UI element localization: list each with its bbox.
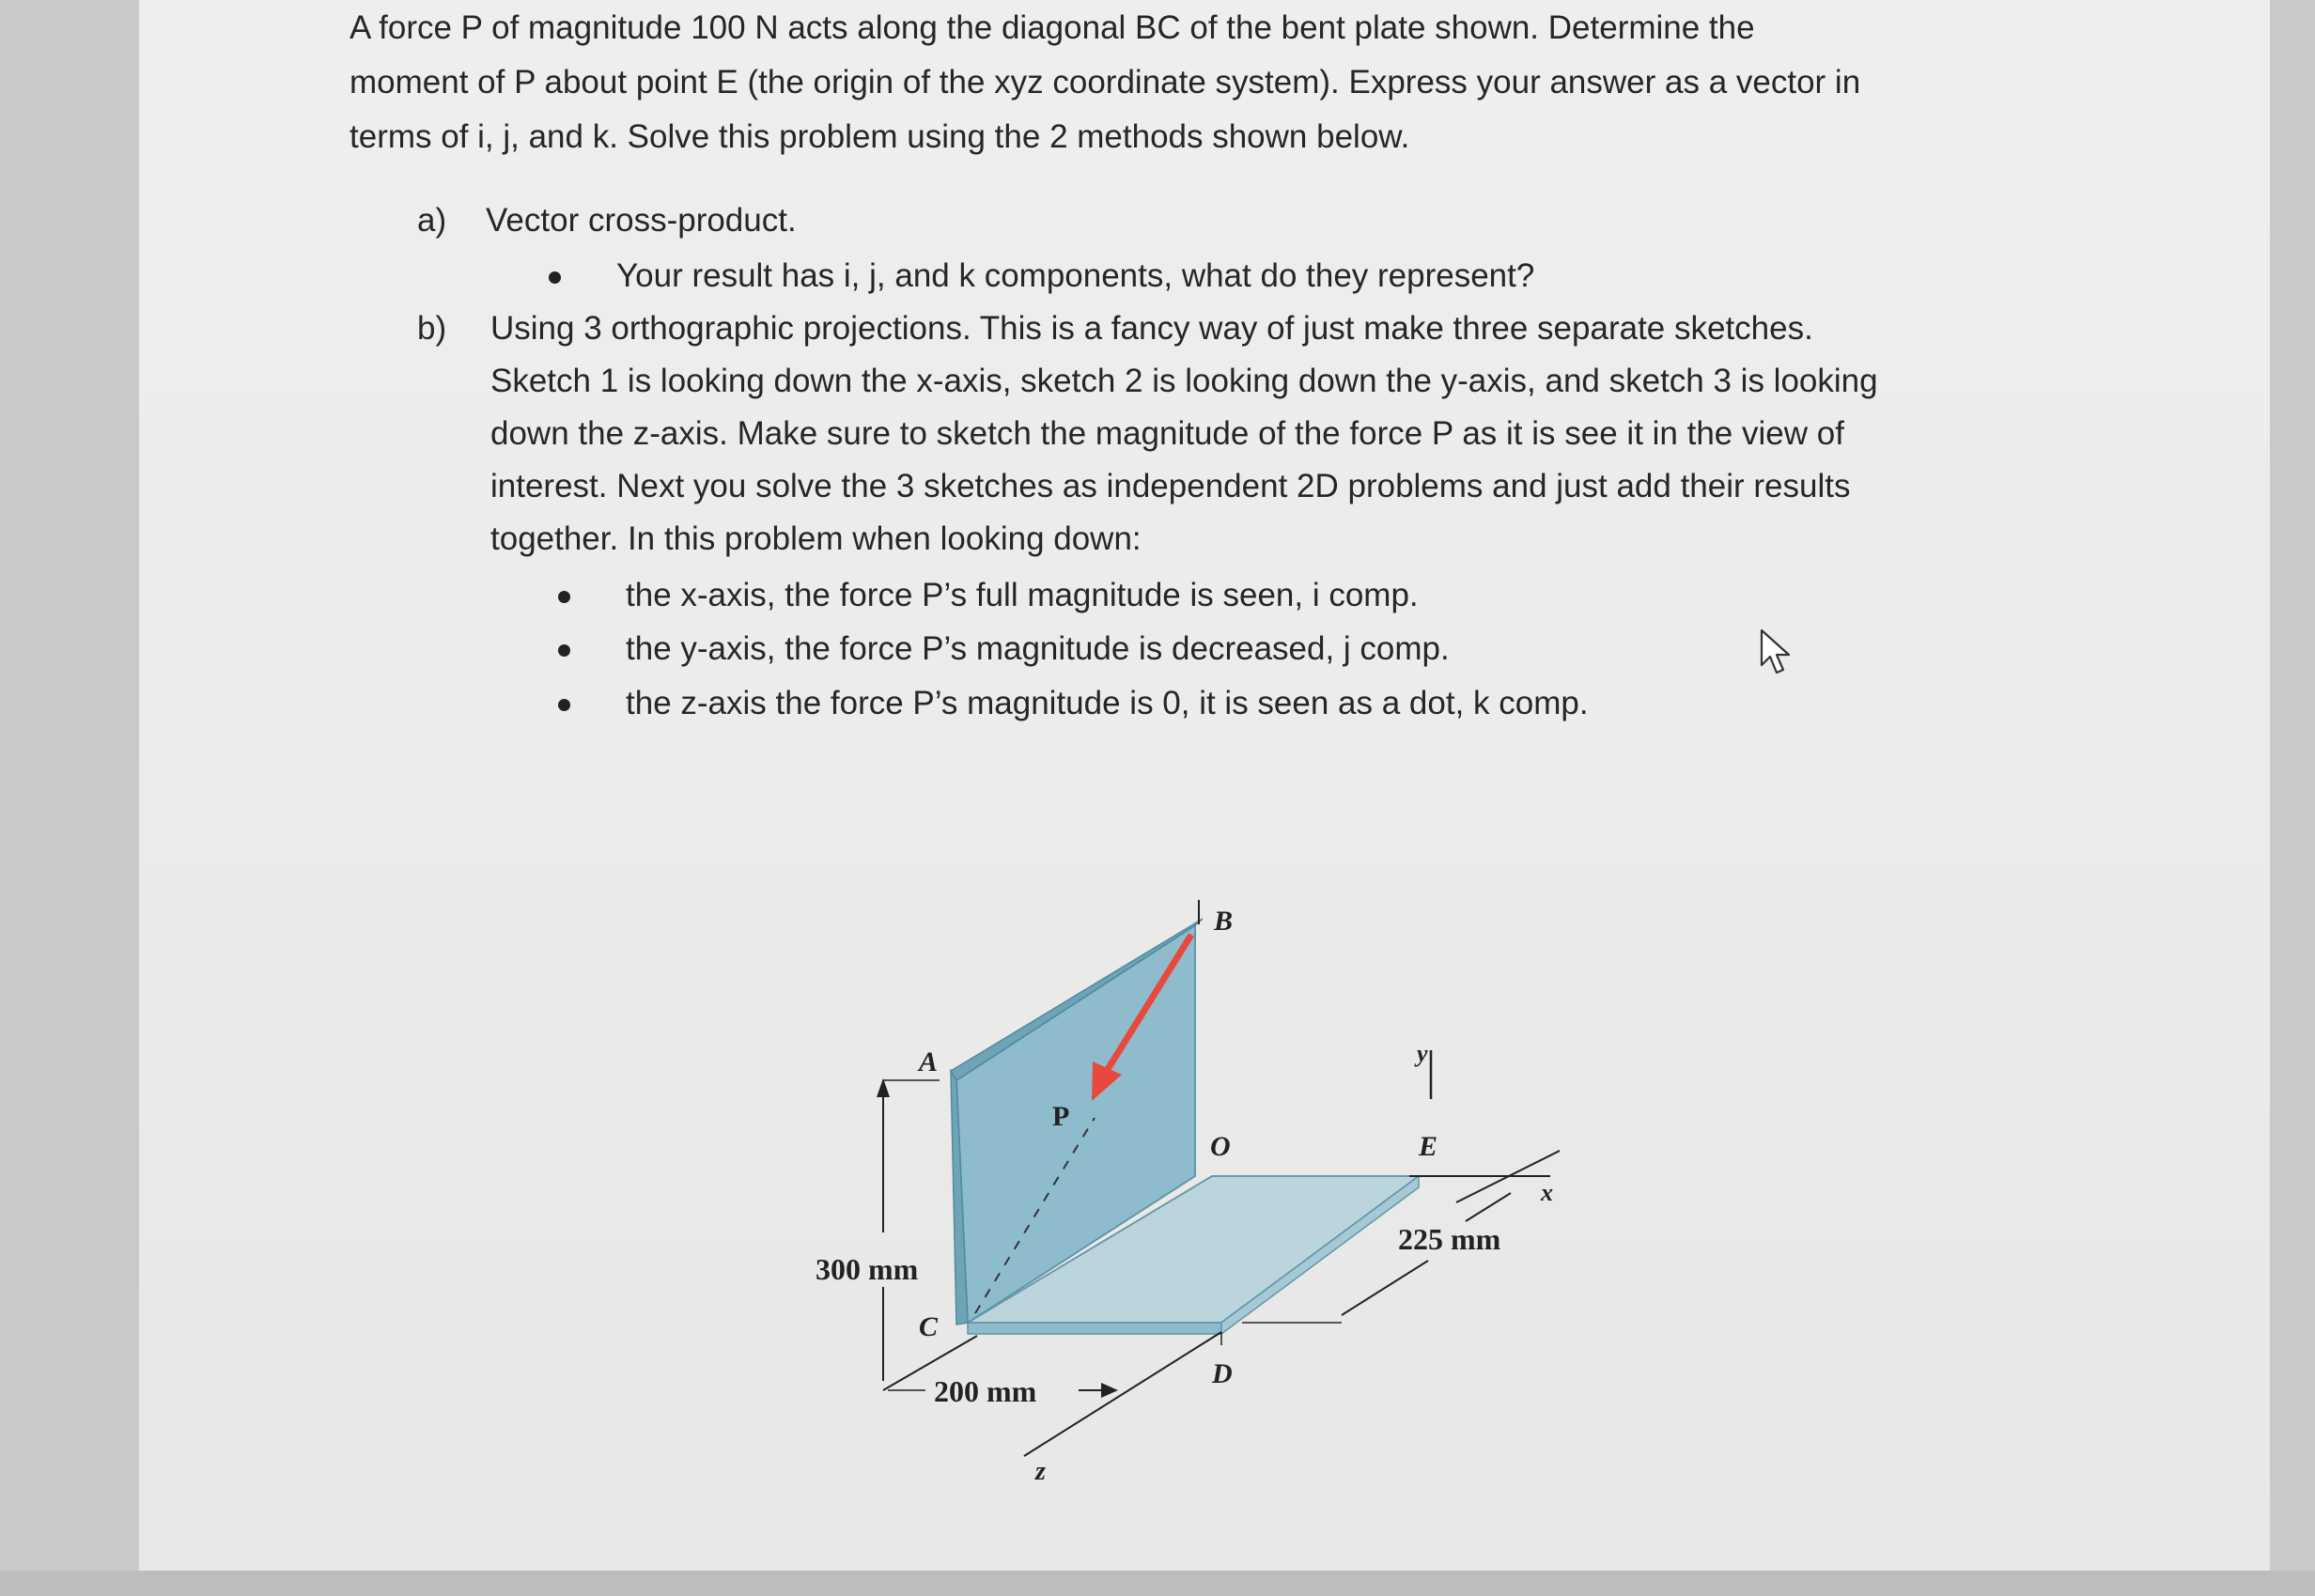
depth-dim-line-2 (1466, 1193, 1511, 1221)
problem-line-3: terms of i, j, and k. Solve this problem using the 2 methods shown below. (350, 118, 1410, 155)
dim-300mm: 300 mm (816, 1252, 919, 1286)
part-b-line-1: Using 3 orthographic projections. This is a fancy way of just make three separate sketches. (490, 310, 1813, 347)
part-b-line-2: Sketch 1 is looking down the x-axis, sketch 2 is looking down the y-axis, and sketch 3 is looking (490, 363, 1878, 399)
label-z: z (1035, 1457, 1046, 1486)
bullet-icon (558, 699, 570, 711)
part-b-bullet-2: the y-axis, the force P’s magnitude is decreased, j comp. (626, 630, 1450, 667)
part-b-line-4: interest. Next you solve the 3 sketches as independent 2D problems and just add their results (490, 468, 1851, 504)
screen-bezel (0, 1571, 2315, 1596)
label-a: A (919, 1046, 939, 1077)
label-d: D (1212, 1358, 1233, 1389)
part-b-bullet-1: the x-axis, the force P’s full magnitude is seen, i comp. (626, 577, 1419, 613)
label-o: O (1210, 1131, 1231, 1162)
dim-225mm: 225 mm (1398, 1222, 1501, 1256)
part-b-marker: b) (417, 310, 447, 347)
height-arrow-icon (877, 1078, 890, 1097)
mouse-pointer-icon (1759, 628, 1796, 676)
bullet-icon (558, 591, 570, 603)
label-y: y (1417, 1040, 1428, 1067)
part-a-bullet-1: Your result has i, j, and k components, what do they represent? (616, 257, 1535, 294)
label-e: E (1419, 1131, 1438, 1162)
bent-plate-figure (808, 883, 1560, 1522)
part-a-text: Vector cross-product. (486, 202, 797, 239)
floor-plate-edge (968, 1323, 1221, 1334)
dim-200mm: 200 mm (934, 1374, 1037, 1408)
depth-dim-line (1342, 1261, 1428, 1315)
bullet-icon (558, 644, 570, 657)
problem-line-2: moment of P about point E (the origin of the xyz coordinate system). Express your answer as a vector in (350, 64, 1861, 101)
label-p: P (1052, 1101, 1070, 1132)
label-b: B (1214, 906, 1234, 937)
label-x: x (1541, 1179, 1553, 1206)
part-b-line-5: together. In this problem when looking down: (490, 520, 1142, 557)
part-a-marker: a) (417, 202, 447, 239)
bullet-icon (549, 271, 561, 284)
z-axis-line (1024, 1332, 1221, 1456)
label-c: C (919, 1311, 939, 1342)
width-arrow-icon (1101, 1383, 1118, 1398)
problem-line-1: A force P of magnitude 100 N acts along the diagonal BC of the bent plate shown. Determine the (350, 9, 1755, 46)
part-b-line-3: down the z-axis. Make sure to sketch the magnitude of the force P as it is see it in the view of (490, 415, 1844, 452)
part-b-bullet-3: the z-axis the force P’s magnitude is 0, it is seen as a dot, k comp. (626, 685, 1589, 721)
